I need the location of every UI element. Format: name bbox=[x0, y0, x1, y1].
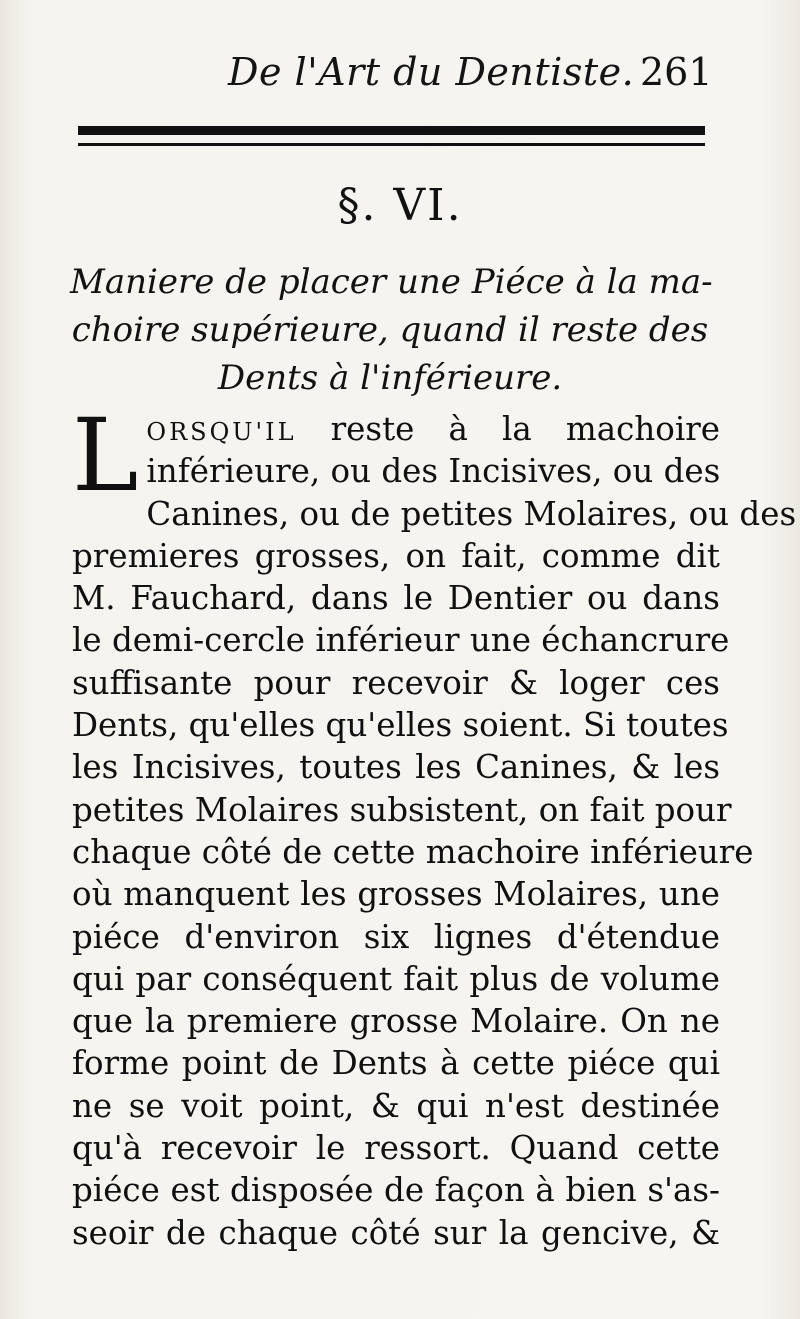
section-heading-line: choire supérieure, quand il reste des bbox=[71, 310, 709, 350]
section-heading-line: Maniere de placer une Piéce à la ma- bbox=[70, 262, 713, 302]
text-line: les Incisives, toutes les Canines, & les bbox=[72, 748, 720, 787]
text-line: qu'à recevoir le ressort. Quand cette bbox=[72, 1129, 720, 1168]
header-rule-thick bbox=[78, 126, 705, 135]
text-line: où manquent les grosses Molaires, une bbox=[72, 875, 720, 914]
running-head bbox=[0, 50, 800, 100]
section-heading-line: Dents à l'inférieure. bbox=[217, 358, 563, 398]
header-rule-thin bbox=[78, 143, 705, 146]
text-line: que la premiere grosse Molaire. On ne bbox=[72, 1002, 720, 1041]
text-line: qui par conséquent fait plus de volume bbox=[72, 959, 720, 998]
body-text bbox=[72, 397, 797, 1254]
section-number: §. VI. bbox=[337, 180, 463, 231]
text-line: piéce est disposée de façon à bien s'as- bbox=[72, 1171, 720, 1210]
text-line bbox=[146, 408, 720, 450]
drop-cap: L bbox=[72, 397, 139, 514]
text-line: inférieure, ou des Incisives, ou des bbox=[146, 452, 720, 491]
first-lines bbox=[146, 408, 720, 493]
text-line: le demi-cercle inférieur une échancrure bbox=[72, 621, 730, 660]
section-heading bbox=[70, 258, 713, 402]
text-line: premieres grosses, on fait, comme dit bbox=[72, 536, 720, 575]
text-line: M. Fauchard, dans le Dentier ou dans bbox=[72, 579, 720, 618]
text-line: suffisante pour recevoir & loger ces bbox=[72, 663, 720, 702]
text-line: forme point de Dents à cette piéce qui bbox=[72, 1044, 720, 1083]
text-line: Dents, qu'elles qu'elles soient. Si toutes bbox=[72, 706, 729, 745]
smallcaps-word: ORSQU'IL bbox=[146, 418, 297, 446]
text-line: chaque côté de cette machoire inférieure bbox=[72, 832, 754, 871]
text-line: Canines, ou de petites Molaires, ou des bbox=[146, 494, 797, 533]
running-title: De l'Art du Dentiste. bbox=[228, 50, 635, 94]
text-line: seoir de chaque côté sur la gencive, & bbox=[72, 1213, 720, 1252]
text-line: piéce d'environ six lignes d'étendue bbox=[72, 917, 720, 956]
text-line: petites Molaires subsistent, on fait pour bbox=[72, 790, 732, 829]
text-span: reste à la machoire bbox=[296, 410, 720, 448]
text-line: ne se voit point, & qui n'est destinée bbox=[72, 1086, 720, 1125]
page-number: 261 bbox=[640, 50, 713, 94]
